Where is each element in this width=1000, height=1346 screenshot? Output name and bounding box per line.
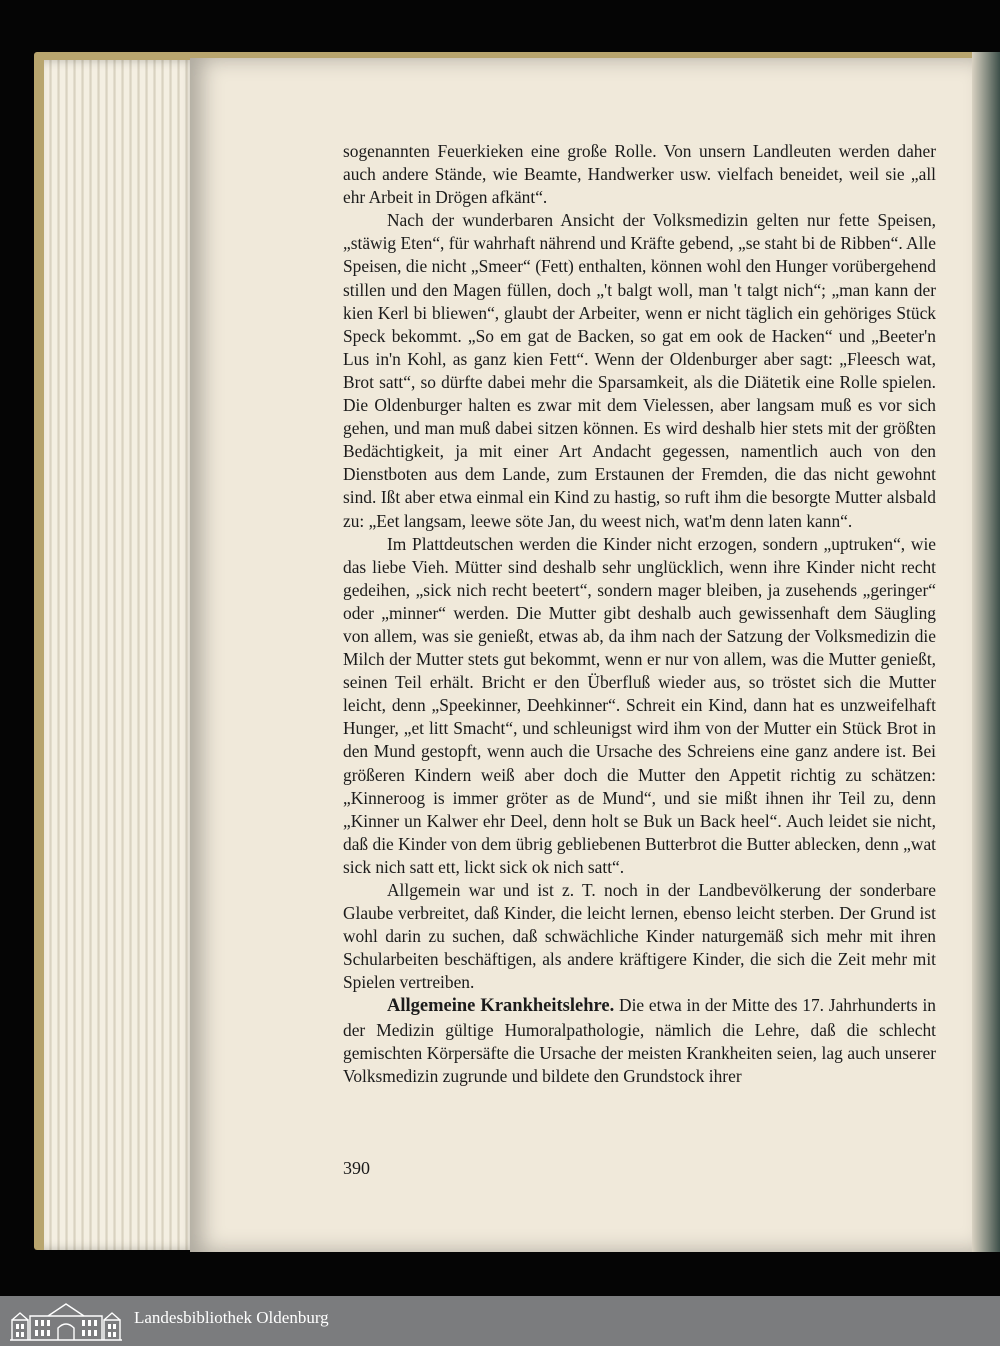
right-page-edge: [972, 52, 1000, 1252]
section-text: Die etwa in der Mitte des 17. Jahrhunderts in der Medizin gültige Humoralpathologie, nämlich die Lehre, daß die schlecht gemischten Körpersäfte die Ursache der meisten Krankheiten seien, lag auch unserer Volksmedizin zugrunde und bildete den Grundstock ihrer: [343, 995, 936, 1086]
footer-bar: [0, 1296, 1000, 1346]
page-text: [343, 140, 936, 1088]
paragraph-1: sogenannten Feuerkieken eine große Rolle. Von unsern Landleuten werden daher auch andere Stände, wie Beamte, Handwerker usw. vielfach beneidet, weil sie „all ehr Arbeit in Drögen afkänt“.: [343, 141, 936, 208]
section-heading: Allgemeine Krankheitslehre.: [387, 996, 615, 1017]
paragraph-3: Im Plattdeutschen werden die Kinder nicht erzogen, sondern „uptruken“, wie das liebe Vieh. Mütter sind deshalb sehr unglücklich, wenn ihre Kinder nicht recht gedeihen, „sick nich recht beetert“, sondern mager bleiben, ja zusehends „geringer“ oder „minner“ werden. Die Mutter gibt deshalb auch gewissenhaft dem Säugling von allem, was sie genießt, etwas ab, da ihm nach der Satzung der Volksmedizin die Milch der Mutter stets gut bekommt, wenn er nur von allem, was die Mutter genießt, seinen Teil erhält. Bricht er den Überfluß wieder aus, so tröstet sich die Mutter leicht, denn „Speekinner, Deehkinner“. Schreit ein Kind, dann hat es unzweifelhaft Hunger, „et litt Smacht“, und schleunigst wird ihm von der Mutter ein Stück Brot in den Mund gestopft, wenn auch die Ursache des Schreiens eine ganz andere ist. Bei größeren Kindern weiß aber doch die Mutter den Appetit richtig zu schätzen: „Kinneroog is immer gröter as de Mund“, und sie mißt ihnen ihr Teil zu, denn „Kinner un Kalwer ehr Deel, denn holt se Buk un Back heel“. Auch leidet sie nicht, daß die Kinder von dem übrig gebliebenen Butterbrot die Butter ablecken, denn „wat sick nich satt ett, lickt sick ok nich satt“.: [343, 533, 936, 877]
section-paragraph: [343, 994, 936, 1087]
library-name: Landesbibliothek Oldenburg: [134, 1308, 329, 1327]
page-number: 390: [343, 1158, 370, 1178]
library-building-icon: [8, 1300, 124, 1342]
page-edges: [44, 60, 198, 1250]
paragraph-4: Allgemein war und ist z. T. noch in der Landbevölkerung der sonderbare Glaube verbreitet, daß Kinder, die leicht lernen, ebenso leicht sterben. Der Grund ist wohl darin zu suchen, daß schwächliche Kinder naturgemäß sich mehr mit ihren Schularbeiten beschäftigen, als andere kräftigere Kinder, die sich die Zeit mehr mit Spielen vertreiben.: [343, 880, 936, 993]
paragraph-2: Nach der wunderbaren Ansicht der Volksmedizin gelten nur fette Speisen, „stäwig Eten“, für wahrhaft nährend und Kräfte gebend, „se staht bi de Ribben“. Alle Speisen, die nicht „Smeer“ (Fett) enthalten, können wohl den Hunger vorübergehend stillen und den Magen füllen, doch „'t balgt woll, man 't talgt nich“; „man kann der kien Kerl bi bliewen“, glaubt der Arbeiter, wenn er nicht täglich ein gehöriges Stück Speck bekommt. „So em gat de Backen, so gat em ook de Hacken“ und „Beeter'n Lus in'n Kohl, as ganz kien Fett“. Wenn der Oldenburger aber sagt: „Fleesch wat, Brot satt“, so dürfte dabei mehr die Sparsamkeit, als die Diätetik eine Rolle spielen. Die Oldenburger halten es zwar mit dem Vielessen, aber langsam muß es vor sich gehen, und man muß dabei sitzen können. Es wird deshalb hier stets mit der größten Bedächtigkeit, ja mit einer Art Andacht gegessen, namentlich auch von den Dienstboten aus dem Lande, zum Erstaunen der Fremden, die das nicht gewohnt sind. Ißt aber etwa einmal ein Kind zu hastig, so ruft ihm die besorgte Mutter alsbald zu: „Eet langsam, leewe söte Jan, du weest nich, wat'm denn laten kann“.: [343, 210, 937, 531]
